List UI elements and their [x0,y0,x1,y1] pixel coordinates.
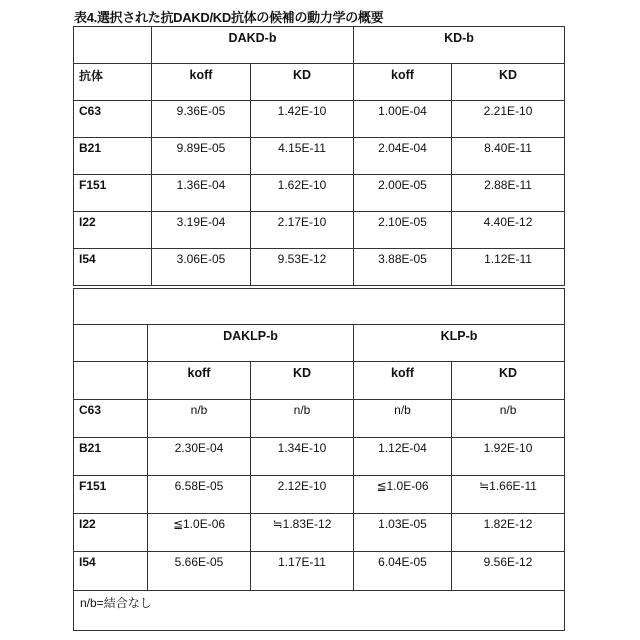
value-cell: 2.04E-04 [354,138,452,175]
value-cell: 2.21E-10 [452,101,565,138]
value-cell: 3.06E-05 [152,249,251,286]
sub-header-koff: koff [148,362,251,400]
sub-header-kd: KD [251,64,354,101]
antibody-name: C63 [74,400,148,438]
table-row [74,249,565,286]
sub-header-row [74,64,565,101]
sub-header-kd: KD [452,362,565,400]
antibody-name: B21 [74,138,152,175]
table-row [74,476,565,514]
value-cell: 1.42E-10 [251,101,354,138]
group-header-kd-b: KD-b [354,27,565,64]
value-cell: 8.40E-11 [452,138,565,175]
antibody-name: C63 [74,101,152,138]
value-cell: 9.53E-12 [251,249,354,286]
value-cell: ≒1.83E-12 [251,514,354,552]
kinetics-table-dakd-kd [73,26,565,286]
table-row [74,552,565,591]
value-cell: 9.56E-12 [452,552,565,591]
value-cell: ≒1.66E-11 [452,476,565,514]
table-row [74,438,565,476]
footnote: n/b=結合なし [74,591,565,631]
value-cell: 9.36E-05 [152,101,251,138]
value-cell: 2.30E-04 [148,438,251,476]
value-cell: 6.04E-05 [354,552,452,591]
sub-header-koff: koff [354,64,452,101]
table-row [74,101,565,138]
sub-header-koff: koff [152,64,251,101]
group-header-row [74,27,565,64]
value-cell: 6.58E-05 [148,476,251,514]
value-cell: 1.00E-04 [354,101,452,138]
spacer-cell [74,289,565,325]
spacer-row [74,289,565,325]
value-cell: ≦1.0E-06 [354,476,452,514]
sub-header-koff: koff [354,362,452,400]
value-cell: 1.12E-04 [354,438,452,476]
group-header-row [74,325,565,362]
value-cell: 4.40E-12 [452,212,565,249]
value-cell: 1.34E-10 [251,438,354,476]
value-cell: 2.88E-11 [452,175,565,212]
value-cell: 1.92E-10 [452,438,565,476]
value-cell: 3.19E-04 [152,212,251,249]
antibody-column-header: 抗体 [74,64,152,101]
empty-corner-cell [74,362,148,400]
sub-header-row [74,362,565,400]
table-row [74,400,565,438]
antibody-name: I22 [74,514,148,552]
value-cell: 2.00E-05 [354,175,452,212]
table-title: 表4.選択された抗DAKD/KD抗体の候補の動力学の概要 [74,7,383,26]
value-cell: 1.03E-05 [354,514,452,552]
value-cell: 1.82E-12 [452,514,565,552]
value-cell: 5.66E-05 [148,552,251,591]
value-cell: 2.17E-10 [251,212,354,249]
antibody-name: B21 [74,438,148,476]
footnote-row [74,591,565,631]
empty-corner-cell [74,27,152,64]
table-row [74,212,565,249]
group-header-dakd-b: DAKD-b [152,27,354,64]
antibody-name: I54 [74,249,152,286]
value-cell: 1.36E-04 [152,175,251,212]
value-cell: 9.89E-05 [152,138,251,175]
value-cell: 3.88E-05 [354,249,452,286]
kinetics-table-daklp-klp [73,288,565,631]
value-cell: 2.10E-05 [354,212,452,249]
value-cell: 1.12E-11 [452,249,565,286]
sub-header-kd: KD [452,64,565,101]
table-row [74,514,565,552]
value-cell: 2.12E-10 [251,476,354,514]
value-cell: 4.15E-11 [251,138,354,175]
table-row [74,138,565,175]
value-cell: n/b [354,400,452,438]
group-header-daklp-b: DAKLP-b [148,325,354,362]
empty-corner-cell [74,325,148,362]
antibody-name: F151 [74,175,152,212]
value-cell: 1.17E-11 [251,552,354,591]
value-cell: 1.62E-10 [251,175,354,212]
table-row [74,175,565,212]
antibody-name: F151 [74,476,148,514]
value-cell: ≦1.0E-06 [148,514,251,552]
value-cell: n/b [148,400,251,438]
group-header-klp-b: KLP-b [354,325,565,362]
value-cell: n/b [251,400,354,438]
antibody-name: I54 [74,552,148,591]
sub-header-kd: KD [251,362,354,400]
antibody-name: I22 [74,212,152,249]
value-cell: n/b [452,400,565,438]
